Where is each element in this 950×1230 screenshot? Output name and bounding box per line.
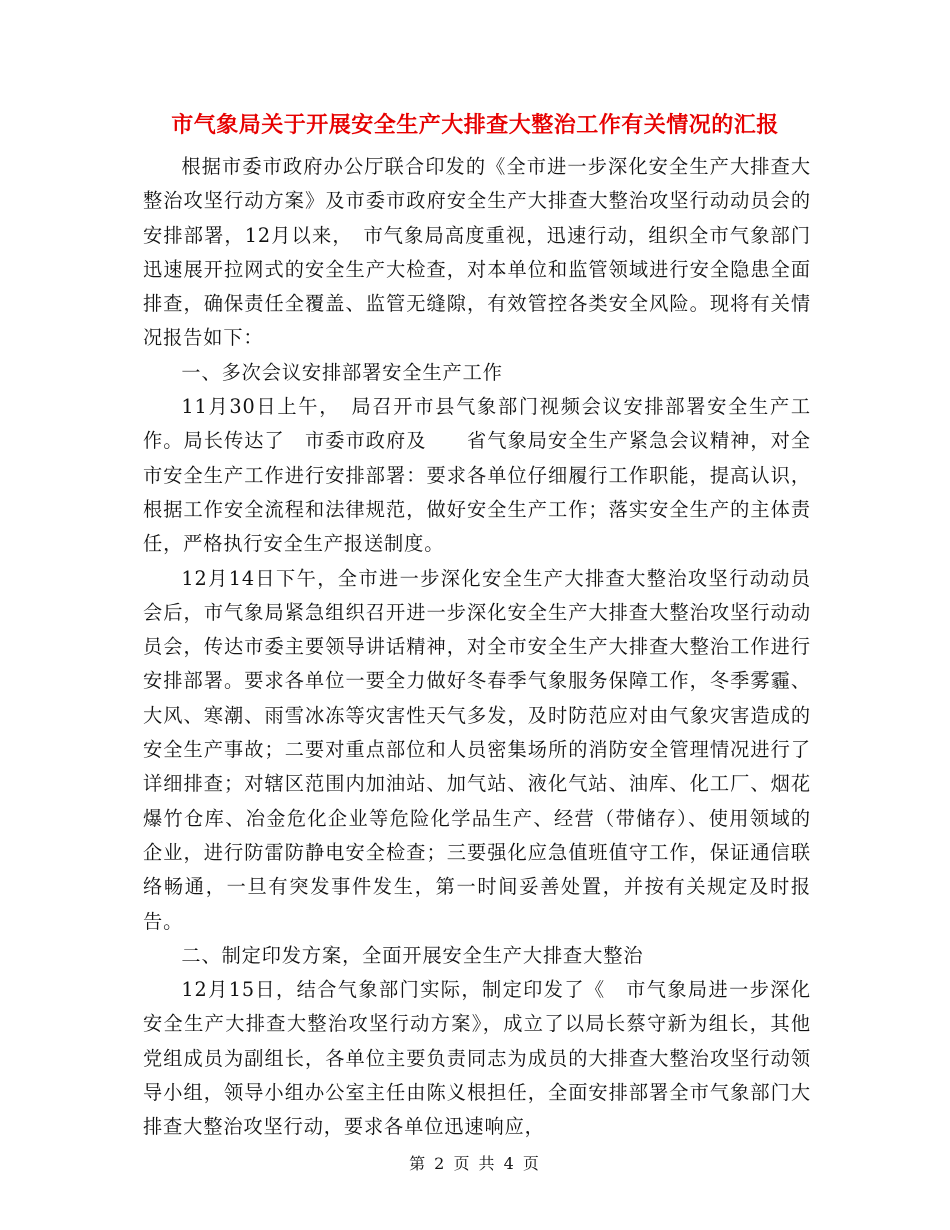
paragraph-meeting-nov30: 11月30日上午， 局召开市县气象部门视频会议安排部署安全生产工作。局长传达了 市委市政府及 省气象局安全生产紧急会议精神，对全市安全生产工作进行安排部署：要求各单位仔细履行工作职能，提高认识，根据工作安全流程和法律规范，做好安全生产工作；落实安全生产的主体责任，严格执行安全生产报送制度。 <box>143 395 811 556</box>
paragraph-plan-dec15: 12月15日，结合气象部门实际，制定印发了《 市气象局进一步深化安全生产大排查大整治攻坚行动方案》，成立了以局长蔡守新为组长，其他党组成员为副组长，各单位主要负责同志为成员的大排查大整治攻坚行动领导小组，领导小组办公室主任由陈义根担任，全面安排部署全市气象部门大排查大整治攻坚行动，要求各单位迅速响应， <box>143 978 811 1139</box>
paragraph-intro: 根据市委市政府办公厅联合印发的《全市进一步深化安全生产大排查大整治攻坚行动方案》及市委市政府安全生产大排查大整治攻坚行动动员会的安排部署，12月以来， 市气象局高度重视，迅速行动，组织全市气象部门迅速展开拉网式的安全生产大检查，对本单位和监管领域进行安全隐患全面排查，确保责任全覆盖、监管无缝隙，有效管控各类安全风险。现将有关情况报告如下： <box>143 155 811 350</box>
document-title: 市气象局关于开展安全生产大排查大整治工作有关情况的汇报 <box>171 112 779 138</box>
paragraph-meeting-dec14: 12月14日下午，全市进一步深化安全生产大排查大整治攻坚行动动员会后，市气象局紧急组织召开进一步深化安全生产大排查大整治攻坚行动动员会，传达市委主要领导讲话精神，对全市安全生产大排查大整治工作进行安排部署。要求各单位一要全力做好冬春季气象服务保障工作，冬季雾霾、大风、寒潮、雨雪冰冻等灾害性天气多发，及时防范应对由气象灾害造成的安全生产事故；二要对重点部位和人员密集场所的消防安全管理情况进行了详细排查；对辖区范围内加油站、加气站、液化气站、油库、化工厂、烟花爆竹仓库、冶金危化企业等危险化学品生产、经营（带储存）、使用领域的企业，进行防雷防静电安全检查；三要强化应急值班值守工作，保证通信联络畅通，一旦有突发事件发生，第一时间妥善处置，并按有关规定及时报告。 <box>143 566 811 933</box>
section-heading-1: 一、多次会议安排部署安全生产工作 <box>181 360 503 384</box>
page-footer: 第 2 页 共 4 页 <box>409 1154 541 1173</box>
document-body <box>143 150 811 1145</box>
section-heading-2: 二、制定印发方案，全面开展安全生产大排查大整治 <box>181 943 644 967</box>
